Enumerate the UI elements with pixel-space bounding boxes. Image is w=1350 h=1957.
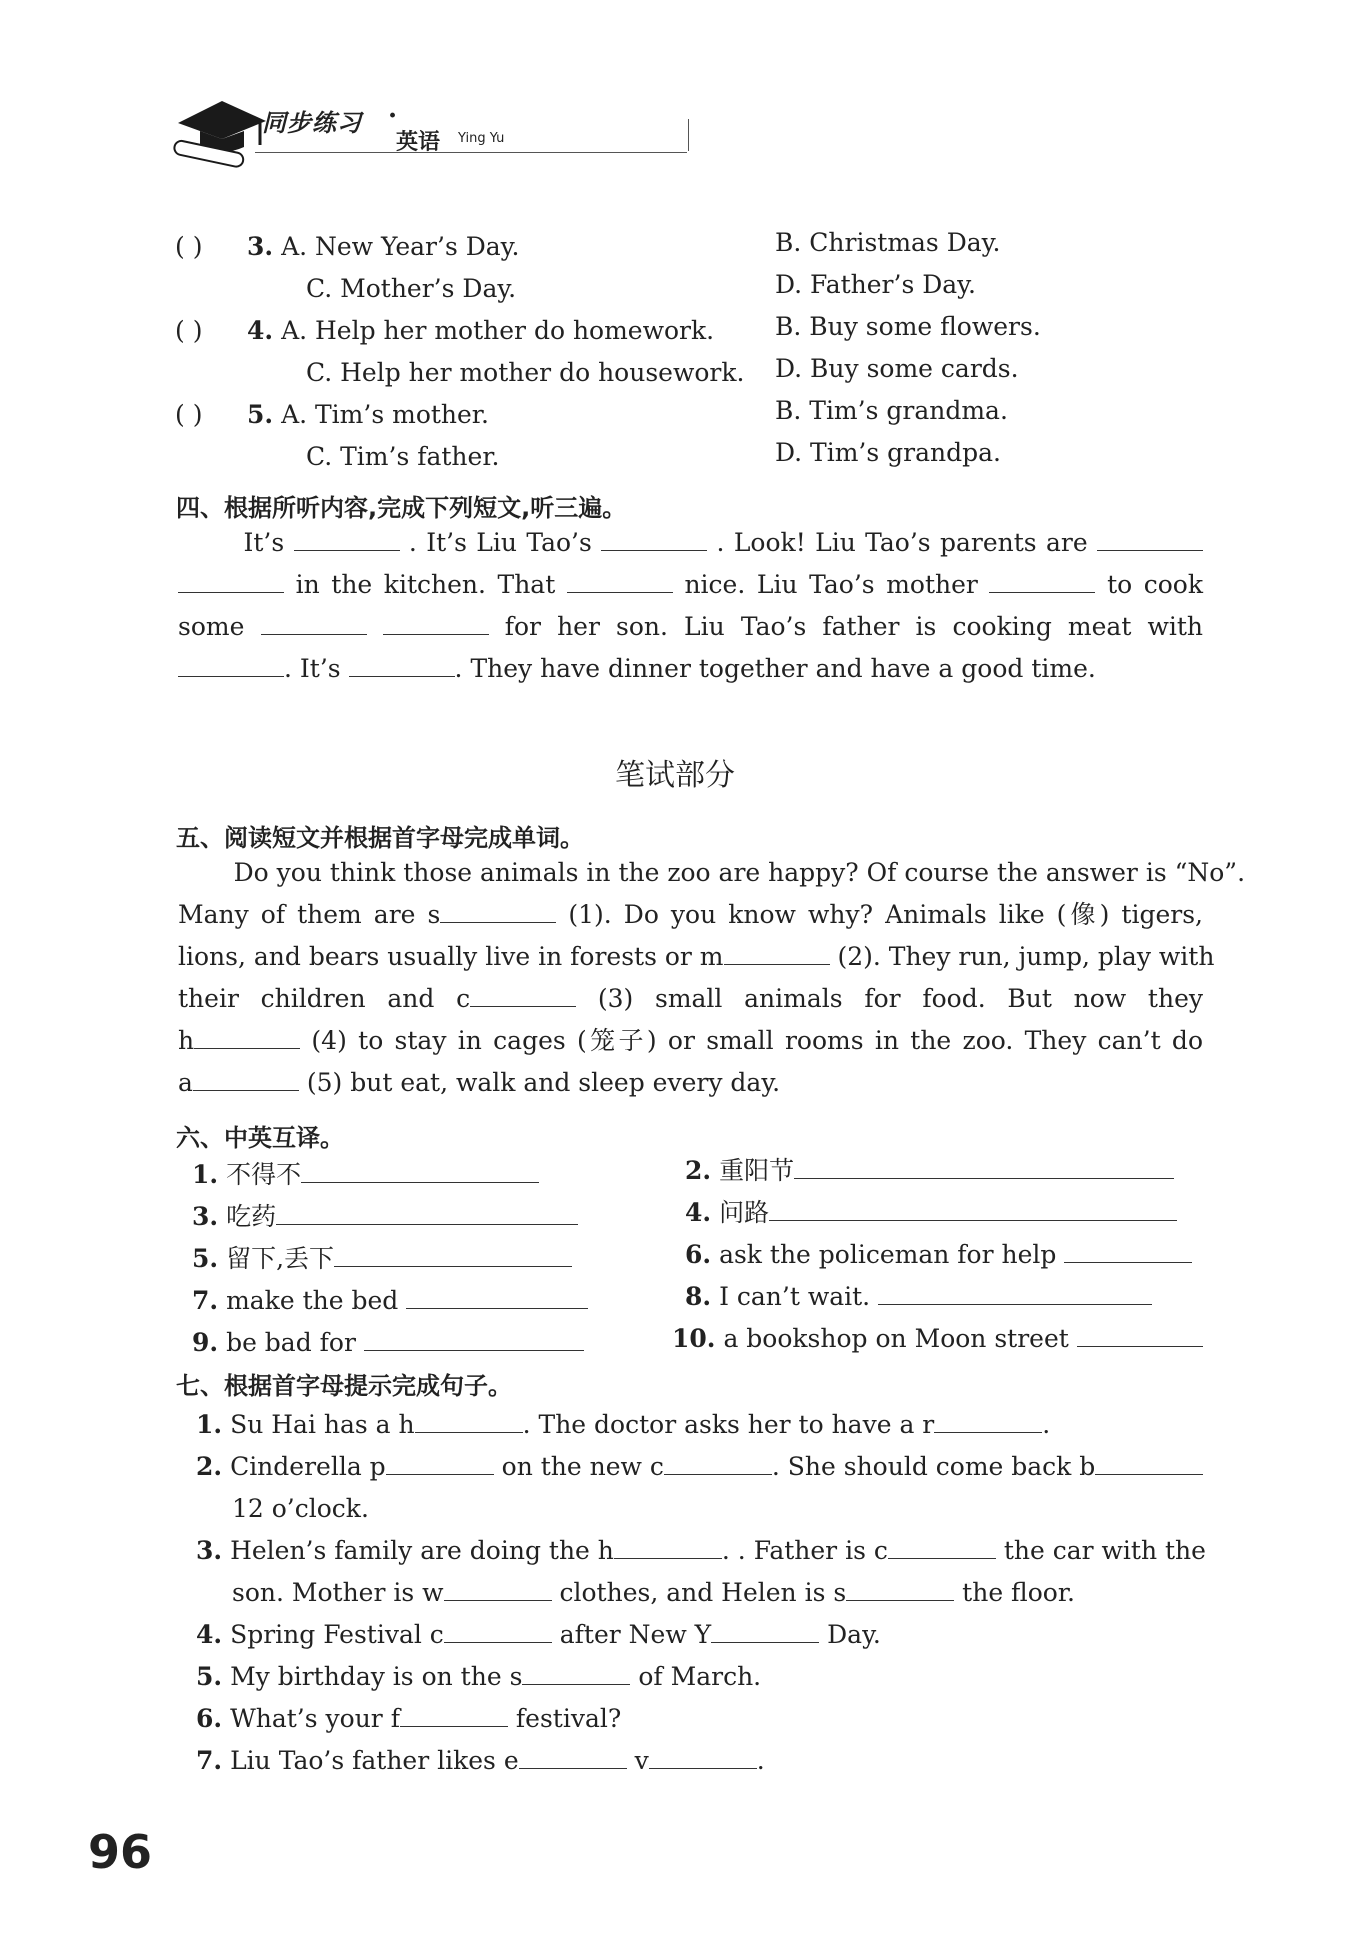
option-d: D. Tim’s grandpa. bbox=[775, 438, 1001, 467]
answer-paren: ( ) bbox=[175, 316, 203, 345]
answer-paren: ( ) bbox=[175, 232, 203, 261]
blank[interactable] bbox=[711, 1620, 819, 1643]
blank[interactable] bbox=[364, 1328, 584, 1351]
sentence-3: 3. Helen’s family are doing the h . . Father is c the car with the bbox=[196, 1536, 1206, 1565]
section-6-title: 六、中英互译。 bbox=[176, 1124, 344, 1152]
sentence-3-cont: son. Mother is w clothes, and Helen is s the floor. bbox=[232, 1578, 1075, 1607]
option-c: C. Mother’s Day. bbox=[306, 274, 517, 303]
option-d: D. Father’s Day. bbox=[775, 270, 976, 299]
sentence-2-cont: 12 o’clock. bbox=[232, 1494, 369, 1523]
blank[interactable] bbox=[846, 1578, 954, 1601]
blank[interactable] bbox=[301, 1160, 539, 1183]
blank[interactable] bbox=[349, 654, 455, 677]
blank[interactable] bbox=[519, 1746, 627, 1769]
section-5-title: 五、阅读短文并根据首字母完成单词。 bbox=[176, 824, 584, 852]
sentence-1: 1. Su Hai has a h . The doctor asks her to have a r . bbox=[196, 1410, 1051, 1439]
answer-paren: ( ) bbox=[175, 400, 203, 429]
blank[interactable] bbox=[989, 570, 1095, 593]
subject-pinyin: Ying Yu bbox=[458, 131, 505, 146]
translation-item-1: 1. 不得不 bbox=[192, 1160, 539, 1190]
section-5-passage: Do you think those animals in the zoo are happy? Of course the answer is “No”. Many of them are s (1). Do you know why? Animals like (像) tigers, lions, and bears usually live in forests or m (2). They run, jump, play with their children and c (3) small animals for food. But now they h (4) to stay in cages (笼子) or small rooms in the zoo. They can’t do a (5) but eat, walk and sleep every day. bbox=[178, 858, 1246, 1097]
blank[interactable] bbox=[444, 1620, 552, 1643]
blank[interactable] bbox=[769, 1198, 1177, 1221]
blank[interactable] bbox=[334, 1244, 572, 1267]
blank[interactable] bbox=[601, 528, 707, 551]
sentence-2: 2. Cinderella p on the new c . She should come back b bbox=[196, 1452, 1203, 1482]
blank[interactable] bbox=[1095, 1452, 1203, 1475]
option-d: D. Buy some cards. bbox=[775, 354, 1019, 383]
blank[interactable] bbox=[934, 1410, 1042, 1433]
blank[interactable] bbox=[383, 612, 489, 635]
series-title: 同步练习 bbox=[262, 109, 362, 137]
mc-item-5-row-1: ( ) 5. A. Tim’s mother. bbox=[175, 400, 489, 429]
option-c: C. Tim’s father. bbox=[306, 442, 500, 471]
option-a: A. Tim’s mother. bbox=[281, 400, 489, 429]
translation-item-6: 6. ask the policeman for help bbox=[685, 1240, 1192, 1270]
header-underline bbox=[255, 152, 687, 153]
blank[interactable] bbox=[470, 984, 576, 1007]
blank[interactable] bbox=[649, 1746, 757, 1769]
sentence-7: 7. Liu Tao’s father likes e v . bbox=[196, 1746, 765, 1775]
option-a: A. New Year’s Day. bbox=[281, 232, 520, 261]
translation-item-10: 10. a bookshop on Moon street bbox=[672, 1324, 1203, 1354]
translation-item-2: 2. 重阳节 bbox=[685, 1156, 1174, 1186]
translation-item-5: 5. 留下,丢下 bbox=[192, 1244, 572, 1274]
blank[interactable] bbox=[261, 612, 367, 635]
mc-item-4-row-1: ( ) 4. A. Help her mother do homework. bbox=[175, 316, 715, 345]
blank[interactable] bbox=[415, 1410, 523, 1433]
option-b: B. Christmas Day. bbox=[775, 228, 1001, 257]
option-b: B. Buy some flowers. bbox=[775, 312, 1041, 341]
blank[interactable] bbox=[440, 900, 556, 923]
blank[interactable] bbox=[614, 1536, 722, 1559]
blank[interactable] bbox=[664, 1452, 772, 1475]
blank[interactable] bbox=[522, 1662, 630, 1685]
blank[interactable] bbox=[193, 1068, 299, 1091]
blank[interactable] bbox=[276, 1202, 578, 1225]
blank[interactable] bbox=[294, 528, 400, 551]
option-a: A. Help her mother do homework. bbox=[281, 316, 715, 345]
mc-item-3-row-1: ( ) 3. A. New Year’s Day. bbox=[175, 232, 520, 261]
blank[interactable] bbox=[406, 1286, 588, 1309]
blank[interactable] bbox=[567, 570, 673, 593]
blank[interactable] bbox=[1064, 1240, 1192, 1263]
header-dot: · bbox=[388, 101, 398, 131]
blank[interactable] bbox=[386, 1452, 494, 1475]
blank[interactable] bbox=[178, 570, 284, 593]
section-4-title: 四、根据所听内容,完成下列短文,听三遍。 bbox=[176, 494, 627, 522]
blank[interactable] bbox=[194, 1026, 300, 1049]
graduation-cap-icon bbox=[170, 95, 270, 170]
translation-item-8: 8. I can’t wait. bbox=[685, 1282, 1152, 1312]
translation-item-9: 9. be bad for bbox=[192, 1328, 584, 1358]
blank[interactable] bbox=[178, 654, 284, 677]
page-number: 96 bbox=[88, 1825, 153, 1879]
blank[interactable] bbox=[1077, 1324, 1203, 1347]
blank[interactable] bbox=[444, 1578, 552, 1601]
blank[interactable] bbox=[1097, 528, 1203, 551]
translation-item-3: 3. 吃药 bbox=[192, 1202, 578, 1232]
option-c: C. Help her mother do housework. bbox=[306, 358, 745, 387]
blank[interactable] bbox=[878, 1282, 1152, 1305]
section-7-title: 七、根据首字母提示完成句子。 bbox=[176, 1372, 512, 1400]
written-part-title: 笔试部分 bbox=[615, 758, 735, 793]
sentence-6: 6. What’s your f festival? bbox=[196, 1704, 622, 1733]
blank[interactable] bbox=[724, 942, 830, 965]
sentence-4: 4. Spring Festival c after New Y Day. bbox=[196, 1620, 881, 1649]
blank[interactable] bbox=[400, 1704, 508, 1727]
translation-item-4: 4. 问路 bbox=[685, 1198, 1177, 1228]
page-header bbox=[170, 95, 520, 170]
subject-label: 英语 bbox=[396, 130, 441, 155]
blank[interactable] bbox=[888, 1536, 996, 1559]
section-4-passage: It’s . It’s Liu Tao’s . Look! Liu Tao’s parents are in the kitchen. That nice. Liu Tao’s mother to cook some for her son. Liu Tao’s father is cooking meat with . It’s . They have dinner together and have a good time. bbox=[178, 528, 1204, 683]
blank[interactable] bbox=[794, 1156, 1174, 1179]
translation-item-7: 7. make the bed bbox=[192, 1286, 588, 1316]
sentence-5: 5. My birthday is on the s of March. bbox=[196, 1662, 762, 1691]
option-b: B. Tim’s grandma. bbox=[775, 396, 1008, 425]
